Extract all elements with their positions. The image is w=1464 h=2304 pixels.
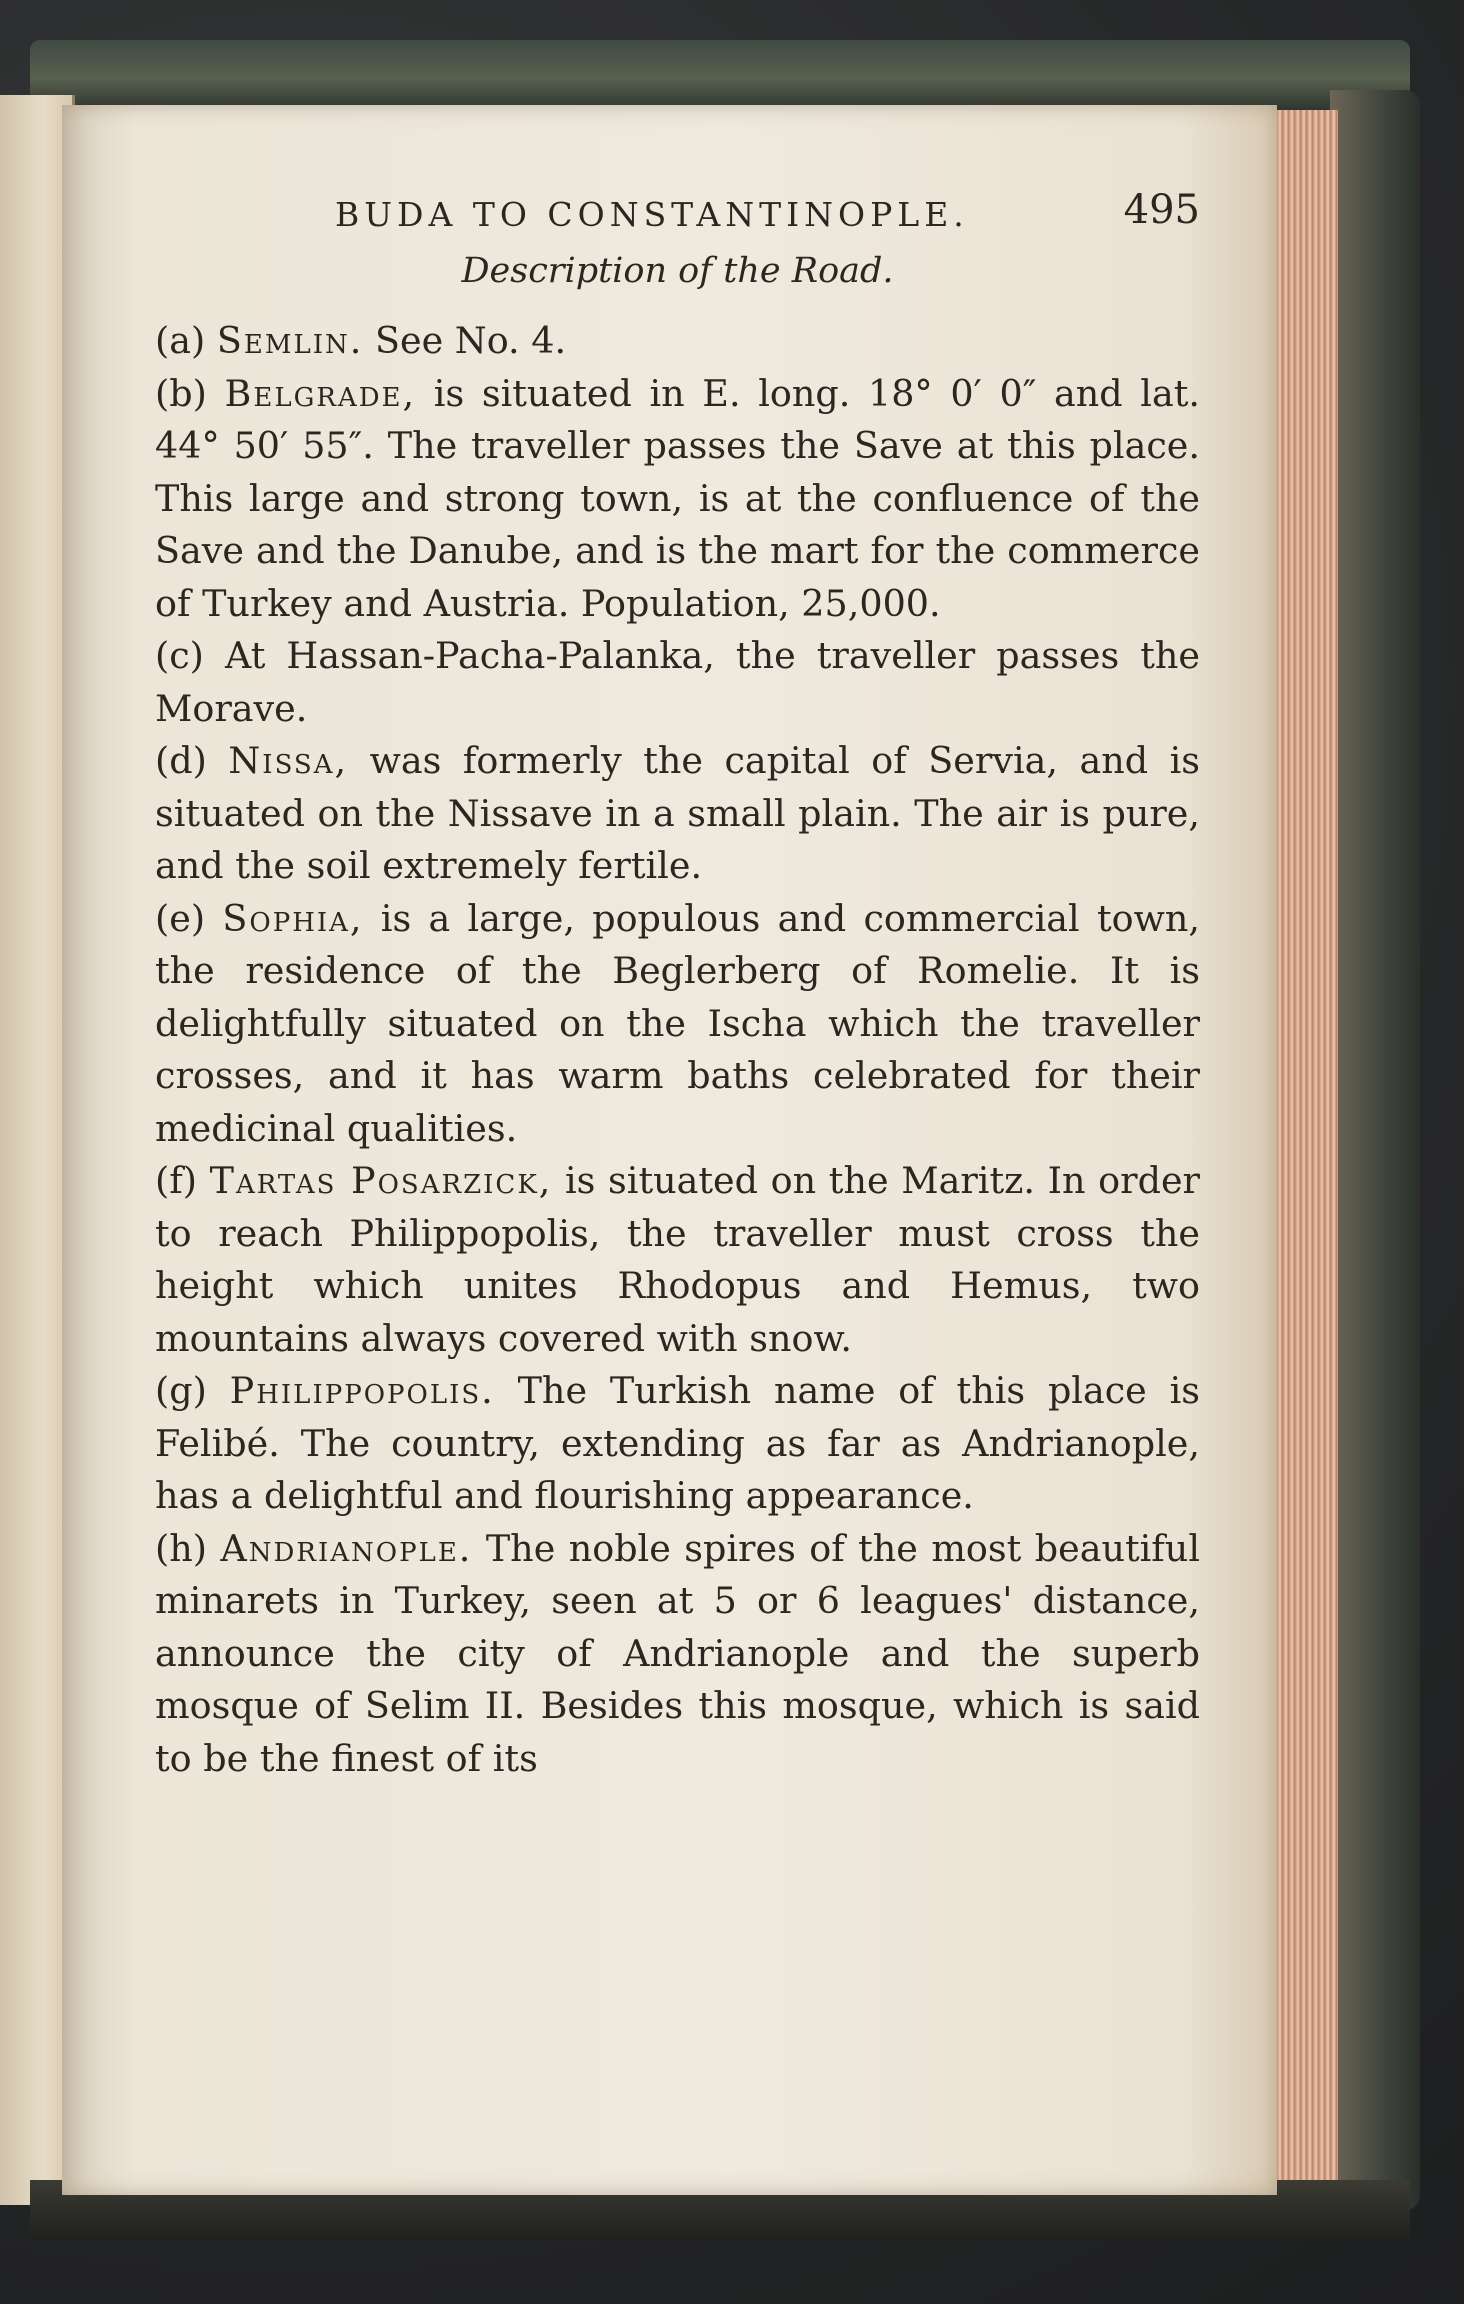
entry-b — [155, 368, 1200, 631]
entry-place-name: Tartas Posarzick, — [209, 1159, 553, 1202]
entry-marker: (f) — [155, 1159, 197, 1202]
running-head — [155, 187, 1200, 243]
entry-f — [155, 1155, 1200, 1365]
entry-marker: (c) — [155, 634, 204, 677]
entry-g — [155, 1365, 1200, 1523]
page-edges — [1270, 110, 1338, 2190]
entry-text: was formerly the capital of Servia, and is situated on the Nissave in a small plain. The air is pure, and the soil extremely fertile. — [155, 739, 1200, 887]
entry-place-name: Philippopolis. — [229, 1369, 495, 1412]
book-cover-right — [1330, 90, 1420, 2210]
entry-marker: (b) — [155, 371, 207, 415]
book-cover-top — [30, 40, 1410, 110]
entry-text: is a large, populous and commercial town, the residence of the Beglerberg of Romelie. It is delightfully situated on the Ischa which the traveller crosses, and it has warm baths celebrated for their medicinal qualities. — [155, 896, 1200, 1150]
entry-text: is situated in E. long. 18° 0′ 0″ and lat. 44° 50′ 55″. The traveller passes the Save at this place. This large and strong town, is at the confluence of the Save and the Danube, and is the mart for the commerce of Turkey and Austria. Population, 25,000. — [155, 371, 1200, 625]
entry-marker: (h) — [155, 1526, 207, 1570]
page-text — [155, 187, 1200, 1785]
section-subtitle: Description of the Road. — [461, 251, 894, 291]
entry-place-name: Belgrade, — [224, 371, 417, 415]
entry-d — [155, 735, 1200, 893]
page-number: 495 — [1123, 187, 1200, 233]
entry-text: is situated on the Maritz. In order to reach Philippopolis, the traveller must cross the height which unites Rhodopus and Hemus, two mountains always covered with snow. — [155, 1159, 1200, 1360]
entry-e — [155, 893, 1200, 1156]
entry-text: The Turkish name of this place is Felibé. The country, extending as far as Andrianople, has a delightful and flourishing appearance. — [155, 1369, 1200, 1517]
entry-marker: (d) — [155, 739, 207, 782]
entry-h — [155, 1523, 1200, 1786]
entry-place-name: Andrianople. — [220, 1526, 473, 1570]
entry-place-name: Sophia, — [222, 896, 364, 940]
entry-text: The noble spires of the most beautiful minarets in Turkey, seen at 5 or 6 leagues' distance, announce the city of Andrianople and the superb mosque of Selim II. Besides this mosque, which is said to be the finest of its — [155, 1526, 1200, 1780]
entry-c — [155, 630, 1200, 735]
entry-marker: (e) — [155, 896, 206, 940]
running-head-title: BUDA TO CONSTANTINOPLE. — [335, 195, 969, 234]
entry-place-name: Semlin. — [216, 319, 364, 362]
entry-place-name: Nissa, — [228, 739, 349, 782]
entry-marker: (a) — [155, 319, 206, 362]
entry-text: See No. 4. — [363, 319, 567, 362]
entry-marker: (g) — [155, 1369, 207, 1412]
entry-a — [155, 315, 1200, 368]
entry-text: At Hassan-Pacha-Palanka, the traveller passes the Morave. — [155, 634, 1200, 730]
